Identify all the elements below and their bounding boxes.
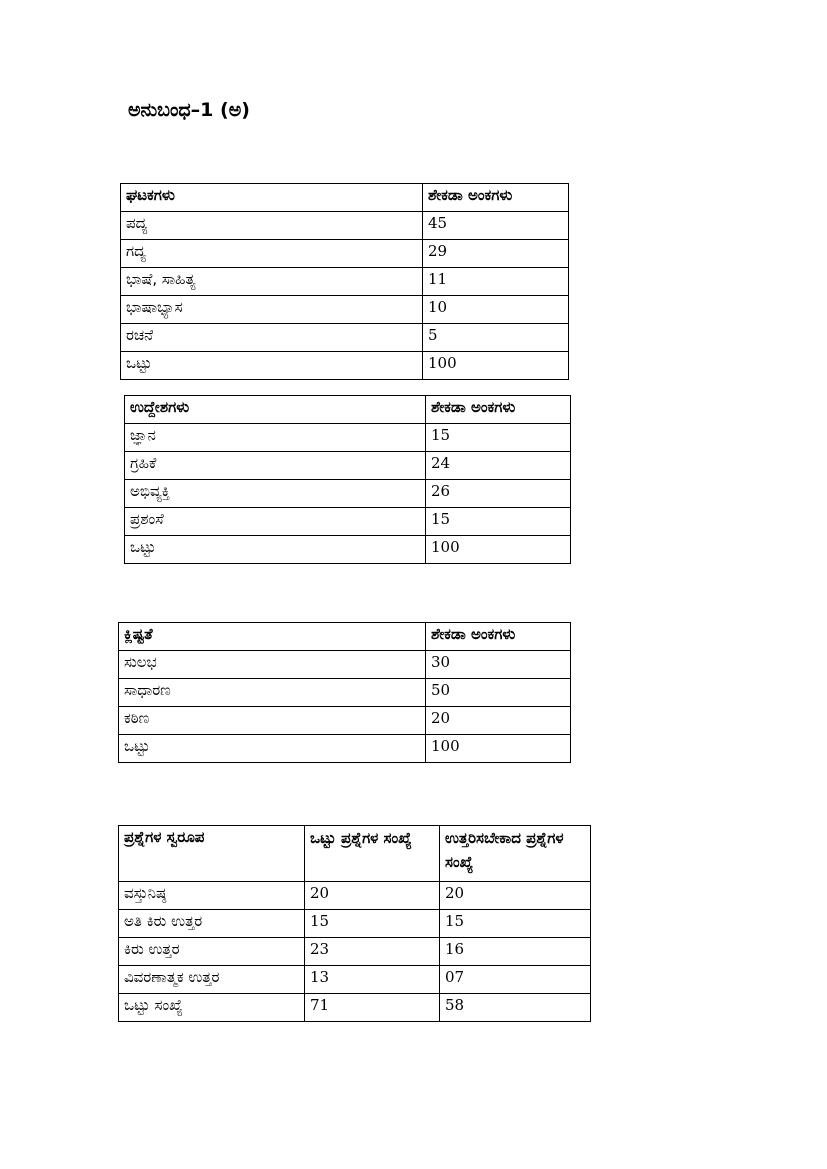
header-cell-difficulty: ಕ್ಲಿಷ್ಟತೆ <box>119 623 426 651</box>
table-row <box>121 324 569 352</box>
row-value: 20 <box>426 707 571 735</box>
table-header-row <box>125 396 571 424</box>
row-label: ಅಭಿವ್ಯಕ್ತಿ <box>125 480 426 508</box>
header-cell-questions-to-answer: ಉತ್ತರಿಸಬೇಕಾದ ಪ್ರಶ್ನೆಗಳ ಸಂಖ್ಯೆ <box>440 826 591 882</box>
row-label: ಒಟ್ಟು <box>125 536 426 564</box>
header-cell-components: ಘಟಕಗಳು <box>121 184 423 212</box>
row-label: ಕಠಿಣ <box>119 707 426 735</box>
row-value: 5 <box>423 324 569 352</box>
row-label: ಪದ್ಯ <box>121 212 423 240</box>
row-label: ಕಿರು ಉತ್ತರ <box>119 938 305 966</box>
row-value: 30 <box>426 651 571 679</box>
page-title: ಅನುಬಂಧ–1 (ಅ) <box>128 99 250 121</box>
table-row <box>121 296 569 324</box>
header-cell-objectives: ಉದ್ದೇಶಗಳು <box>125 396 426 424</box>
header-cell-percentage: ಶೇಕಡಾ ಅಂಕಗಳು <box>426 623 571 651</box>
difficulty-table <box>118 622 571 763</box>
row-value: 15 <box>426 508 571 536</box>
table-header-row <box>121 184 569 212</box>
row-label: ಜ್ಞಾನ <box>125 424 426 452</box>
header-cell-percentage: ಶೇಕಡಾ ಅಂಕಗಳು <box>426 396 571 424</box>
row-value: 45 <box>423 212 569 240</box>
table-row <box>125 424 571 452</box>
table-row <box>119 938 591 966</box>
table-row <box>121 212 569 240</box>
row-value: 24 <box>426 452 571 480</box>
table-row <box>119 910 591 938</box>
row-value: 100 <box>423 352 569 380</box>
row-label: ಗದ್ಯ <box>121 240 423 268</box>
row-label: ವಿವರಣಾತ್ಮಕ ಉತ್ತರ <box>119 966 305 994</box>
question-types-table <box>118 825 591 1022</box>
table-row <box>125 508 571 536</box>
table-row <box>119 707 571 735</box>
row-label: ಒಟ್ಟು ಸಂಖ್ಯೆ <box>119 994 305 1022</box>
row-value: 100 <box>426 735 571 763</box>
row-value: 26 <box>426 480 571 508</box>
table-total-row <box>119 994 591 1022</box>
row-label: ಗ್ರಹಿಕೆ <box>125 452 426 480</box>
table-row <box>119 651 571 679</box>
row-value: 11 <box>423 268 569 296</box>
table-row <box>119 882 591 910</box>
row-total: 23 <box>305 938 440 966</box>
row-value: 29 <box>423 240 569 268</box>
table-total-row <box>125 536 571 564</box>
row-to-answer: 07 <box>440 966 591 994</box>
row-total: 13 <box>305 966 440 994</box>
row-total: 15 <box>305 910 440 938</box>
row-label: ಪ್ರಶಂಸೆ <box>125 508 426 536</box>
row-label: ರಚನೆ <box>121 324 423 352</box>
table-total-row <box>121 352 569 380</box>
row-value: 50 <box>426 679 571 707</box>
row-to-answer: 16 <box>440 938 591 966</box>
objectives-table <box>124 395 571 564</box>
row-label: ಅತಿ ಕಿರು ಉತ್ತರ <box>119 910 305 938</box>
components-table <box>120 183 569 380</box>
row-value: 100 <box>426 536 571 564</box>
table-row <box>119 679 571 707</box>
row-label: ಒಟ್ಟು <box>119 735 426 763</box>
row-total: 71 <box>305 994 440 1022</box>
table-row <box>125 480 571 508</box>
row-label: ಒಟ್ಟು <box>121 352 423 380</box>
row-value: 15 <box>426 424 571 452</box>
row-label: ಭಾಷಾಭ್ಯಾಸ <box>121 296 423 324</box>
row-to-answer: 15 <box>440 910 591 938</box>
table-header-row <box>119 826 591 882</box>
table-total-row <box>119 735 571 763</box>
row-label: ಭಾಷೆ, ಸಾಹಿತ್ಯ <box>121 268 423 296</box>
table-row <box>119 966 591 994</box>
row-label: ಸುಲಭ <box>119 651 426 679</box>
header-cell-percentage: ಶೇಕಡಾ ಅಂಕಗಳು <box>423 184 569 212</box>
row-total: 20 <box>305 882 440 910</box>
table-row <box>121 268 569 296</box>
header-cell-question-type: ಪ್ರಶ್ನೆಗಳ ಸ್ವರೂಪ <box>119 826 305 882</box>
table-row <box>121 240 569 268</box>
row-value: 10 <box>423 296 569 324</box>
table-row <box>125 452 571 480</box>
row-to-answer: 20 <box>440 882 591 910</box>
row-to-answer: 58 <box>440 994 591 1022</box>
table-header-row <box>119 623 571 651</box>
row-label: ವಸ್ತುನಿಷ್ಠ <box>119 882 305 910</box>
row-label: ಸಾಧಾರಣ <box>119 679 426 707</box>
header-cell-total-questions: ಒಟ್ಟು ಪ್ರಶ್ನೆಗಳ ಸಂಖ್ಯೆ <box>305 826 440 882</box>
